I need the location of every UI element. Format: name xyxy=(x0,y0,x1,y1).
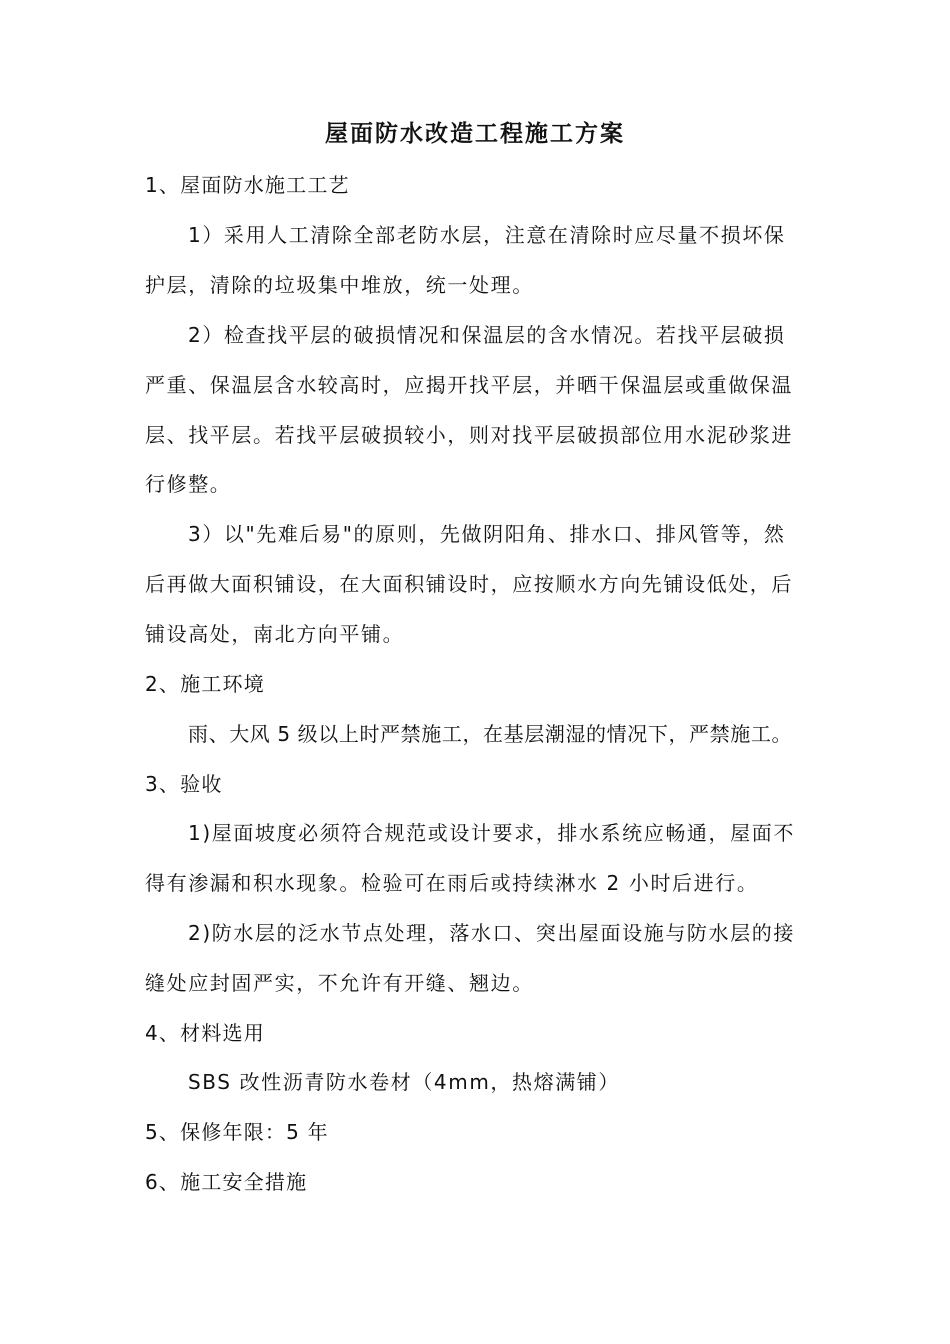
section-heading-6: 6、施工安全措施 xyxy=(145,1170,308,1194)
paragraph-line: 2）检查找平层的破损情况和保温层的含水情况。若找平层破损 xyxy=(188,323,786,347)
section-heading-1: 1、屋面防水施工工艺 xyxy=(145,173,350,197)
section-heading-5: 5、保修年限：5 年 xyxy=(145,1120,329,1144)
section-heading-3: 3、验收 xyxy=(145,772,223,796)
paragraph-line: 3）以"先难后易"的原则，先做阴阳角、排水口、排风管等，然 xyxy=(188,522,786,546)
section-heading-2: 2、施工环境 xyxy=(145,672,265,696)
paragraph-line: 行修整。 xyxy=(145,472,232,496)
paragraph-line: 铺设高处，南北方向平铺。 xyxy=(145,622,405,646)
paragraph-line: 雨、大风 5 级以上时严禁施工，在基层潮湿的情况下，严禁施工。 xyxy=(188,722,793,746)
paragraph-line: 1）采用人工清除全部老防水层，注意在清除时应尽量不损坏保 xyxy=(188,223,786,247)
section-heading-4: 4、材料选用 xyxy=(145,1021,265,1045)
paragraph-line: 后再做大面积铺设，在大面积铺设时，应按顺水方向先铺设低处，后 xyxy=(145,572,793,596)
paragraph-line: 严重、保温层含水较高时，应揭开找平层，并晒干保温层或重做保温 xyxy=(145,373,793,397)
paragraph-line: 护层，清除的垃圾集中堆放，统一处理。 xyxy=(145,273,534,297)
paragraph-line: 层、找平层。若找平层破损较小，则对找平层破损部位用水泥砂浆进 xyxy=(145,423,793,447)
paragraph-line: SBS 改性沥青防水卷材（4mm，热熔满铺） xyxy=(188,1070,621,1094)
paragraph-line: 1)屋面坡度必须符合规范或设计要求，排水系统应畅通，屋面不 xyxy=(188,821,795,845)
document-title: 屋面防水改造工程施工方案 xyxy=(325,120,625,147)
paragraph-line: 得有渗漏和积水现象。检验可在雨后或持续淋水 2 小时后进行。 xyxy=(145,871,759,895)
paragraph-line: 2)防水层的泛水节点处理，落水口、突出屋面设施与防水层的接 xyxy=(188,921,795,945)
paragraph-line: 缝处应封固严实，不允许有开缝、翘边。 xyxy=(145,971,534,995)
